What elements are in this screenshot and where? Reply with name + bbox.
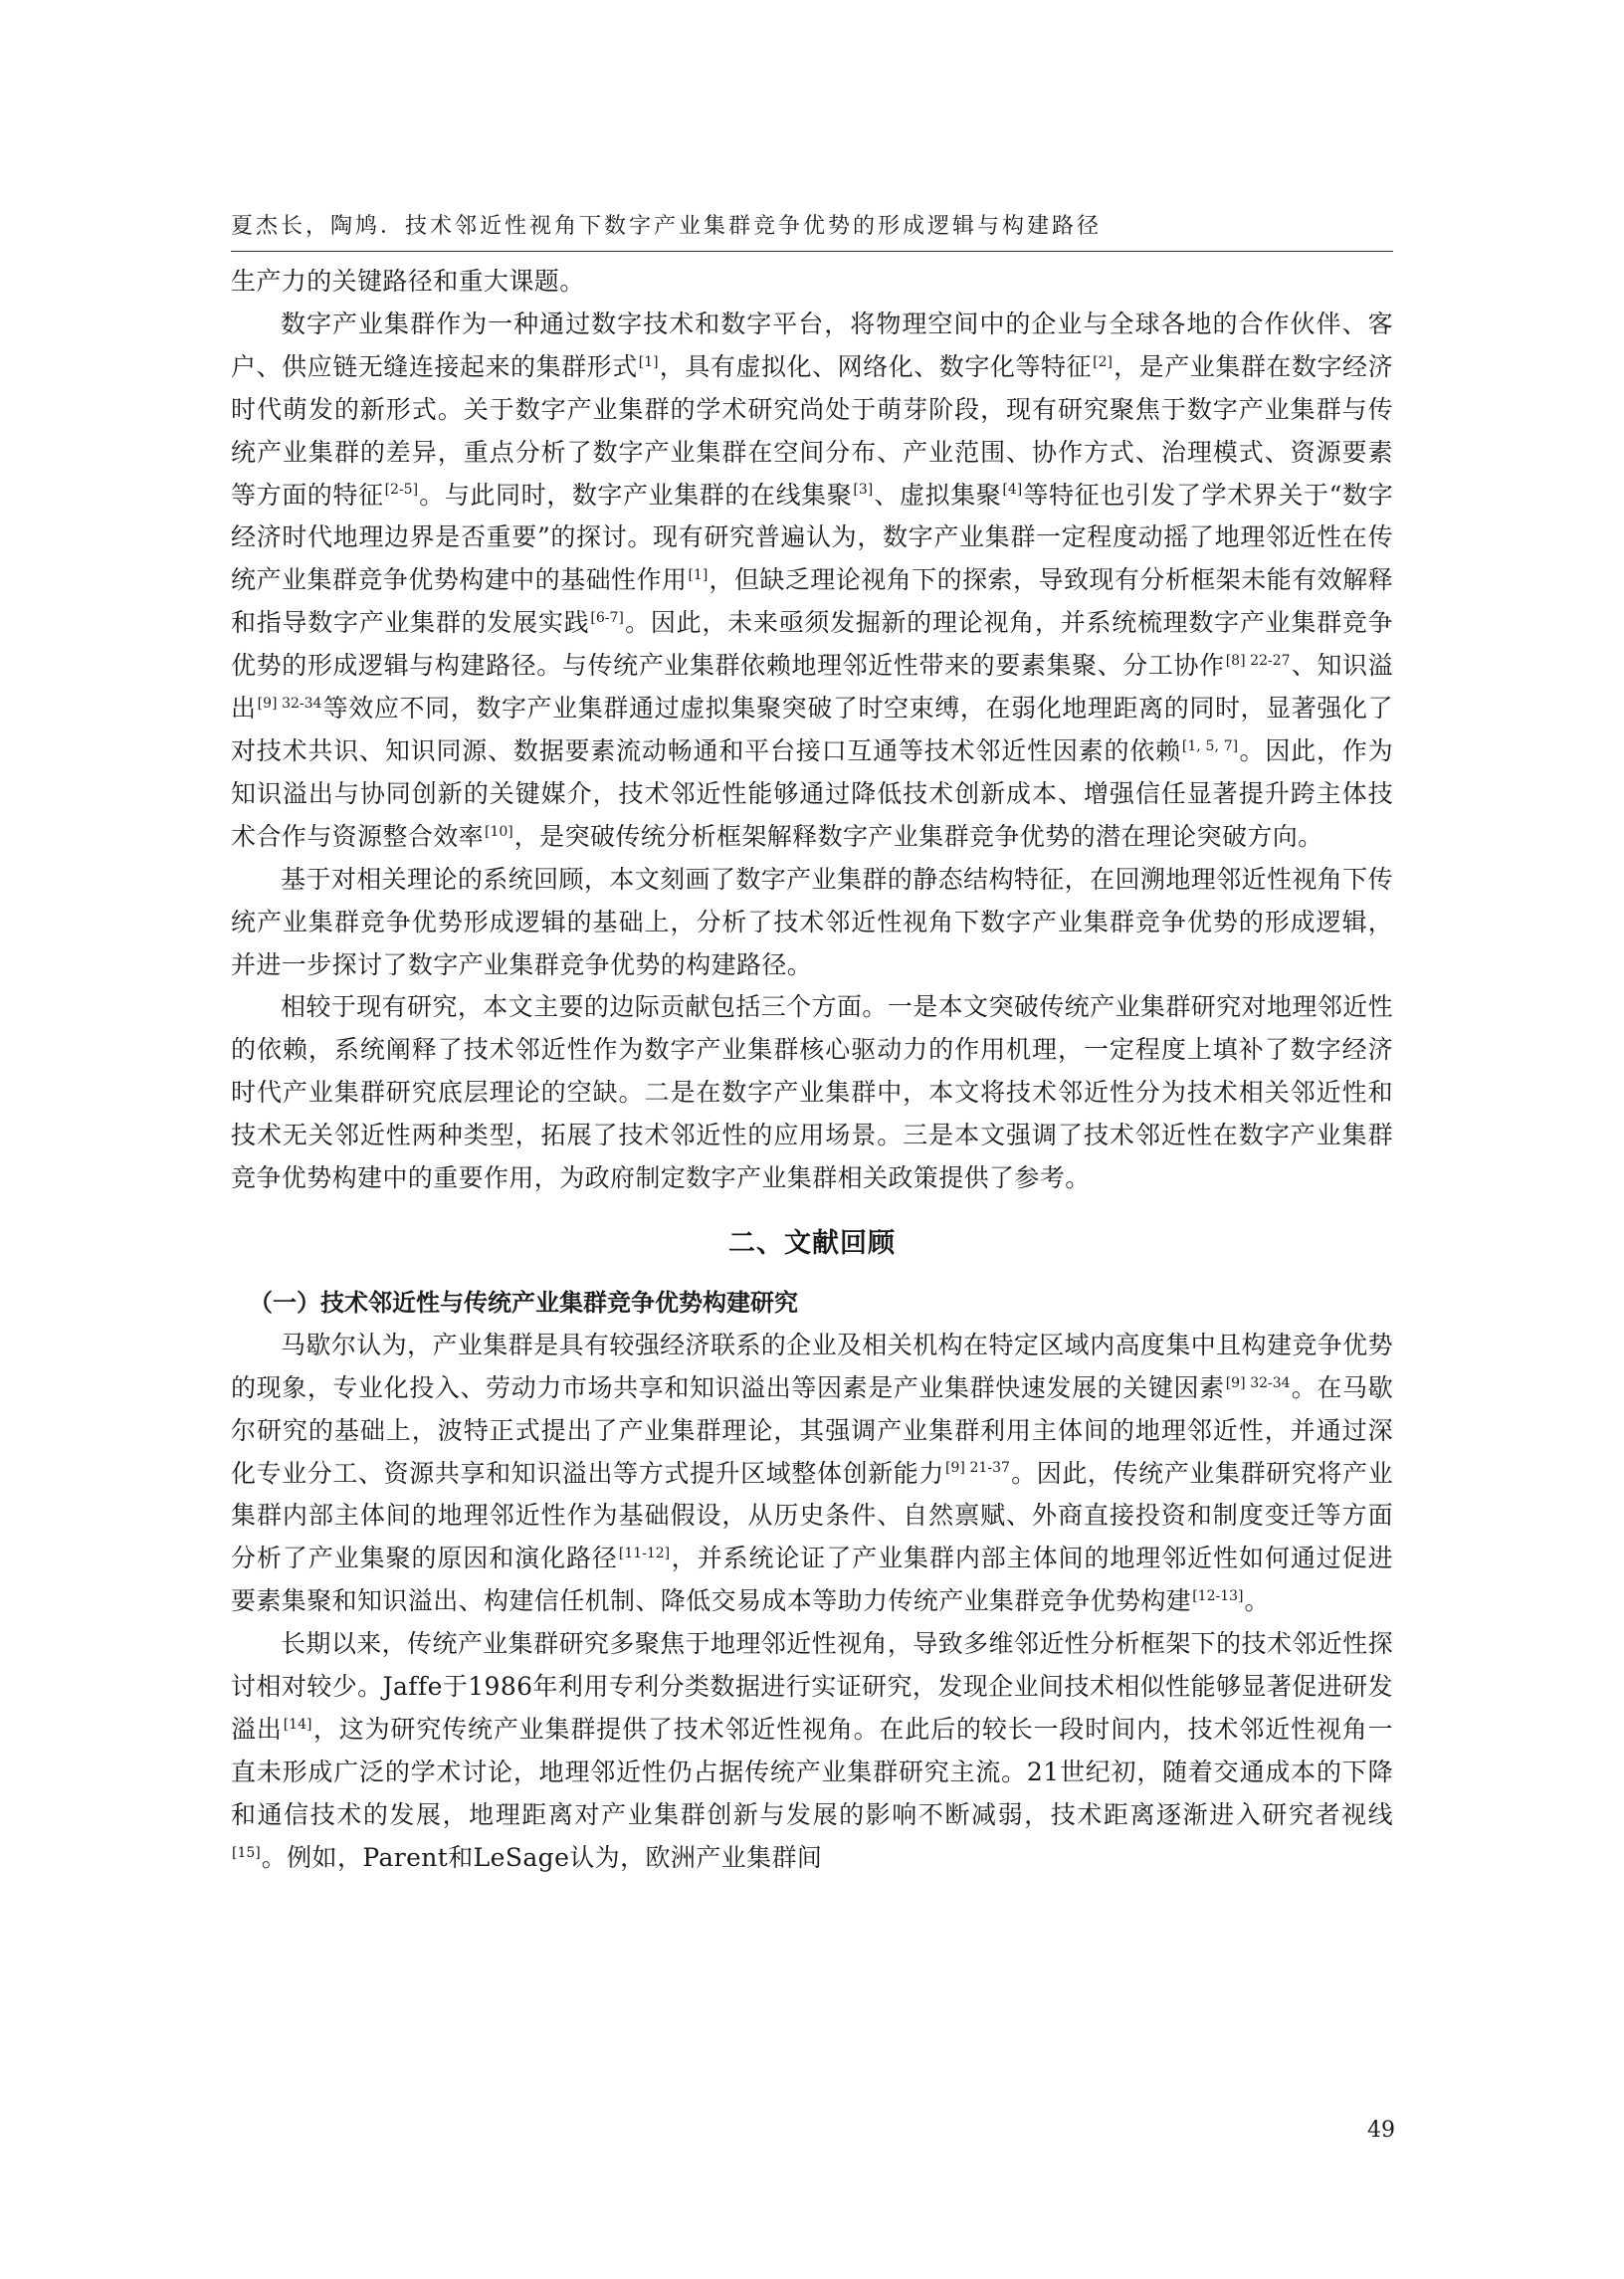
text-run: 。因此，传统产业集群研究将产业集群内部主体间的地理邻近性作为基础假设，从历史条件、自然禀赋、外商直接投资和制度变迁等方面分析了产业集聚的原因和演化路径 bbox=[231, 1458, 1394, 1573]
paragraph-digital-cluster-intro bbox=[231, 304, 1393, 859]
page-number: 49 bbox=[1367, 2118, 1395, 2143]
text-run: 马歇尔认为，产业集群是具有较强经济联系的企业及相关机构在特定区域内高度集中且构建竞争优势的现象，专业化投入、劳动力市场共享和知识溢出等因素是产业集群快速发展的关键因素 bbox=[231, 1330, 1393, 1402]
article-body bbox=[231, 261, 1393, 1880]
citation: [4] bbox=[1002, 482, 1023, 499]
running-header: 夏杰长，陶鸠．技术邻近性视角下数字产业集群竞争优势的形成逻辑与构建路径 bbox=[231, 214, 1103, 239]
text-run: ，是产业集群在数字经济时代萌发的新形式。关于数字产业集群的学术研究尚处于萌芽阶段，现有研究聚焦于数字产业集群与传统产业集群的差异，重点分析了数字产业集群在空间分布、产业范围、协作方式、治理模式、资源要素等方面的特征 bbox=[231, 351, 1393, 510]
text-run: 。因此，作为知识溢出与协同创新的关键媒介，技术邻近性能够通过降低技术创新成本、增强信任显著提升跨主体技术合作与资源整合效率 bbox=[231, 735, 1393, 851]
subsection-heading: （一）技术邻近性与传统产业集群竞争优势构建研究 bbox=[249, 1288, 798, 1317]
paragraph-marshall-porter bbox=[231, 1325, 1393, 1623]
paragraph-technology-proximity-history bbox=[231, 1623, 1393, 1879]
citation: [3] bbox=[853, 482, 874, 499]
citation: [9] 21-37 bbox=[945, 1460, 1010, 1477]
citation: [1] bbox=[688, 567, 709, 584]
citation: [10] bbox=[485, 823, 513, 840]
text-run: 数字产业集群作为一种通过数字技术和数字平台，将物理空间中的企业与全球各地的合作伙伴、客户、供应链无缝连接起来的集群形式 bbox=[231, 309, 1393, 381]
text-run: ，是突破传统分析框架解释数字产业集群竞争优势的潜在理论突破方向。 bbox=[513, 821, 1323, 851]
text-run: 、知识溢出 bbox=[231, 651, 1394, 724]
text-run: 相较于现有研究，本文主要的边际贡献包括三个方面。一是本文突破传统产业集群研究对地理邻近性的依赖，系统阐释了技术邻近性作为数字产业集群核心驱动力的作用机理，一定程度上填补了数字经济时代产业集群研究底层理论的空缺。二是在数字产业集群中，本文将技术邻近性分为技术相关邻近性和技术无关邻近性两种类型，拓展了技术邻近性的应用场景。三是本文强调了技术邻近性在数字产业集群竞争优势构建中的重要作用，为政府制定数字产业集群相关政策提供了参考。 bbox=[231, 992, 1393, 1193]
paragraph-contributions bbox=[231, 986, 1393, 1200]
text-run: ，并系统论证了产业集群内部主体间的地理邻近性如何通过促进要素集聚和知识溢出、构建信任机制、降低交易成本等助力传统产业集群竞争优势构建 bbox=[231, 1544, 1393, 1616]
text-run: 长期以来，传统产业集群研究多聚焦于地理邻近性视角，导致多维邻近性分析框架下的技术邻近性探讨相对较少。Jaffe于1986年利用专利分类数据进行实证研究，发现企业间技术相似性能够显著促进研发溢出 bbox=[231, 1629, 1393, 1744]
citation: [11-12] bbox=[618, 1546, 671, 1562]
text-run: ，但缺乏理论视角下的探索，导致现有分析框架未能有效解释和指导数字产业集群的发展实践 bbox=[231, 565, 1393, 638]
citation: [1] bbox=[638, 353, 659, 370]
text-run: 。 bbox=[1244, 1586, 1270, 1616]
text-run: 。因此，未来亟须发掘新的理论视角，并系统梳理数字产业集群竞争优势的形成逻辑与构建路径。与传统产业集群依赖地理邻近性带来的要素集聚、分工协作 bbox=[231, 608, 1393, 681]
text-run: 基于对相关理论的系统回顾，本文刻画了数字产业集群的静态结构特征，在回溯地理邻近性视角下传统产业集群竞争优势形成逻辑的基础上，分析了技术邻近性视角下数字产业集群竞争优势的形成逻辑，并进一步探讨了数字产业集群竞争优势的构建路径。 bbox=[231, 864, 1393, 979]
paragraph-continuation bbox=[231, 261, 1393, 304]
text-run: 。在马歇尔研究的基础上，波特正式提出了产业集群理论，其强调产业集群利用主体间的地理邻近性，并通过深化专业分工、资源共享和知识溢出等方式提升区域整体创新能力 bbox=[231, 1372, 1394, 1488]
citation: [9] 32-34 bbox=[1225, 1374, 1291, 1391]
citation: [1, 5, 7] bbox=[1181, 737, 1239, 754]
text-run: 。与此同时，数字产业集群的在线集聚 bbox=[419, 480, 853, 510]
text-run: ，具有虚拟化、网络化、数字化等特征 bbox=[659, 351, 1093, 381]
text-run: 、虚拟集聚 bbox=[874, 480, 1002, 510]
citation: [12-13] bbox=[1192, 1588, 1244, 1605]
citation: [6-7] bbox=[590, 610, 624, 627]
citation: [2-5] bbox=[384, 482, 419, 499]
citation: [14] bbox=[283, 1716, 312, 1733]
citation: [8] 22-27 bbox=[1225, 653, 1291, 670]
text-run: 生产力的关键路径和重大课题。 bbox=[231, 267, 585, 296]
text-run: 。例如，Parent和LeSage认为，欧洲产业集群间 bbox=[261, 1842, 823, 1872]
text-run: 等特征也引发了学术界关于“数字经济时代地理边界是否重要”的探讨。现有研究普遍认为，数字产业集群一定程度动摇了地理邻近性在传统产业集群竞争优势构建中的基础性作用 bbox=[231, 480, 1393, 595]
section-heading: 二、文献回顾 bbox=[728, 1227, 896, 1259]
citation: [2] bbox=[1093, 353, 1113, 370]
citation: [9] 32-34 bbox=[257, 695, 322, 712]
citation: [15] bbox=[232, 1844, 261, 1861]
header-rule bbox=[231, 251, 1393, 252]
text-run: 等效应不同，数字产业集群通过虚拟集聚突破了时空束缚，在弱化地理距离的同时，显著强化了对技术共识、知识同源、数据要素流动畅通和平台接口互通等技术邻近性因素的依赖 bbox=[231, 694, 1393, 765]
paragraph-study-overview bbox=[231, 859, 1393, 987]
text-run: ，这为研究传统产业集群提供了技术邻近性视角。在此后的较长一段时间内，技术邻近性视角一直未形成广泛的学术讨论，地理邻近性仍占据传统产业集群研究主流。21世纪初，随着交通成本的下降和通信技术的发展，地理距离对产业集群创新与发展的影响不断减弱，技术距离逐渐进入研究者视线 bbox=[231, 1715, 1393, 1829]
